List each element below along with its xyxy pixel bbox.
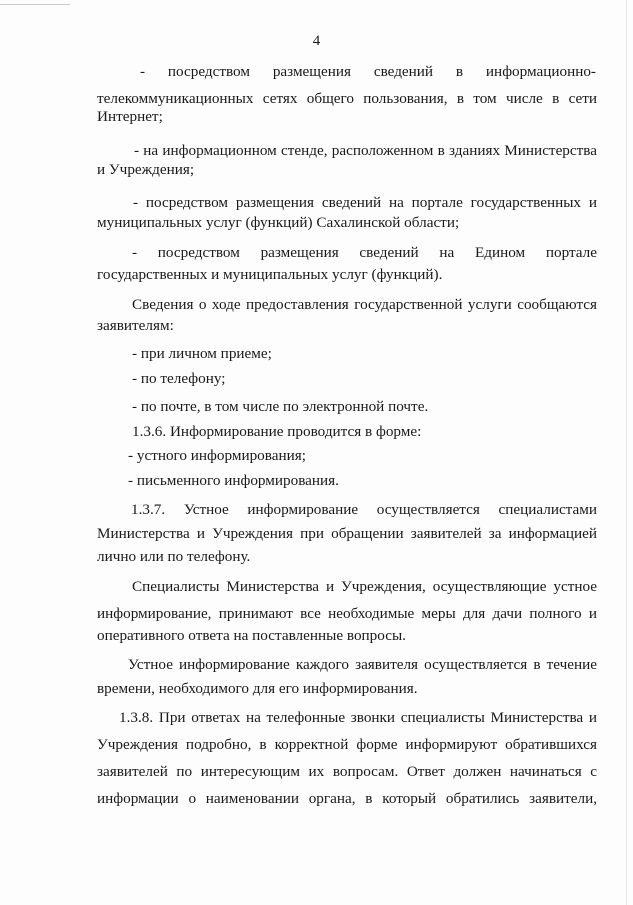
text-line: - при личном приеме; <box>132 345 272 362</box>
text-line: - посредством размещения сведений в информационно- <box>140 63 596 80</box>
text-line: государственных и муниципальных услуг (функций). <box>97 266 443 283</box>
text-line: 1.3.7. Устное информирование осуществляется специалистами <box>131 501 597 518</box>
text-line: - письменного информирования. <box>128 472 339 489</box>
text-line: Интернет; <box>97 108 163 125</box>
text-line: Сведения о ходе предоставления государственной услуги сообщаются <box>132 296 597 313</box>
text-line: Министерства и Учреждения при обращении заявителей за информацией <box>97 525 597 542</box>
text-line: информации о наименовании органа, в который обратились заявители, <box>97 790 597 807</box>
text-line: Устное информирование каждого заявителя осуществляется в течение <box>128 656 597 673</box>
text-line: телекоммуникационных сетях общего пользования, в том числе в сети <box>97 90 597 107</box>
text-line: - устного информирования; <box>128 447 306 464</box>
text-line: - по почте, в том числе по электронной почте. <box>132 398 429 415</box>
text-line: 1.3.6. Информирование проводится в форме: <box>132 423 422 440</box>
scan-edge-mark <box>0 4 70 5</box>
text-line: муниципальных услуг (функций) Сахалинской области; <box>97 214 460 231</box>
text-line: времени, необходимого для его информирования. <box>97 680 418 697</box>
text-line: заявителям: <box>97 317 174 334</box>
text-line: - на информационном стенде, расположенном в зданиях Министерства <box>134 142 597 159</box>
text-line: оперативного ответа на поставленные вопросы. <box>97 627 406 644</box>
text-line: и Учреждения; <box>97 161 195 178</box>
text-line: информирование, принимают все необходимые меры для дачи полного и <box>97 605 597 622</box>
text-line: Учреждения подробно, в корректной форме информируют обратившихся <box>97 736 597 753</box>
text-line: - посредством размещения сведений на портале государственных и <box>133 194 597 211</box>
text-line: 1.3.8. При ответах на телефонные звонки специалисты Министерства и <box>119 709 597 726</box>
text-line: заявителей по интересующим их вопросам. Ответ должен начинаться с <box>97 763 597 780</box>
text-line: - по телефону; <box>132 370 226 387</box>
text-line: Специалисты Министерства и Учреждения, осуществляющие устное <box>132 578 597 595</box>
page-number: 4 <box>312 33 321 49</box>
text-line: лично или по телефону. <box>97 548 251 565</box>
text-line: - посредством размещения сведений на Едином портале <box>132 244 597 261</box>
